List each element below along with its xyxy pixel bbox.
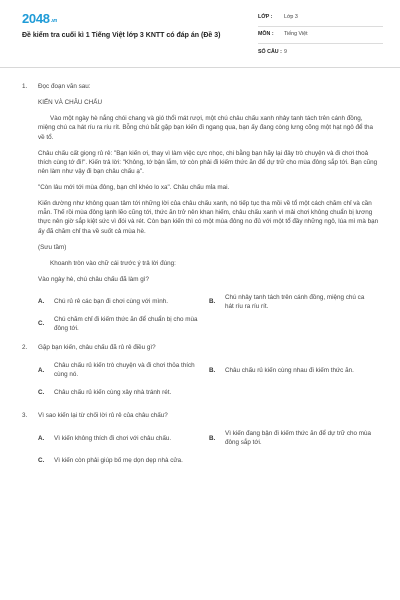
story-paragraph: Vào một ngày hè nắng chói chang và gió thổi mát rượi, một chú châu chấu xanh nhảy tanh tách trên cánh đồng, miệng chú ca hát ríu ra ríu rít. Bỗng chú bắt gặp bạn kiến đi ngang qua, bạn ấy đang còng lưng cõng một hạt ngô để tha về tổ. <box>38 115 374 141</box>
meta-row-subject <box>258 27 383 44</box>
meta-label: MÔN : <box>258 31 274 38</box>
story-paragraph: Kiến dường như không quan tâm tới những lời của châu chấu xanh, nó tiếp tục tha mồi về tổ một cách chăm chỉ và cần mẫn. Thế rồi mùa đông lạnh lẽo cũng tới, thức ăn trở nên khan hiếm, châu chấu xanh vì mải chơi không chuẩn bị lương thực nên giờ sắp kiệt sức vì đói và rét. Còn bạn kiến thì có một mùa đông no đủ với một tổ đầy những ngô, lúa mì mà bạn ấy đã chăm chỉ tha về suốt cả mùa hè. <box>38 200 379 235</box>
meta-value: Tiếng Việt <box>284 31 308 38</box>
answer-options <box>38 291 380 335</box>
option-letter: B. <box>209 298 216 306</box>
option-a[interactable] <box>38 427 209 449</box>
meta-label: LỚP : <box>258 14 273 21</box>
meta-row-class <box>258 10 383 27</box>
story-paragraph: "Còn lâu mới tới mùa đông, bạn chỉ khéo lo xa". Châu chấu mỉa mai. <box>38 184 230 191</box>
question-prompt: Vào ngày hè, chú châu chấu đã làm gì? <box>38 275 149 283</box>
option-text: Chú chăm chỉ đi kiếm thức ăn để chuẩn bị cho mùa đông tới. <box>54 315 198 332</box>
option-text: Vì kiến còn phải giúp bố mẹ dọn dẹp nhà cửa. <box>54 456 183 464</box>
question-number: 2. <box>22 344 28 351</box>
answer-options <box>38 427 380 471</box>
option-letter: C. <box>38 388 45 396</box>
site-logo[interactable] <box>22 10 57 29</box>
question-number: 1. <box>22 83 28 90</box>
option-c[interactable] <box>38 313 209 335</box>
logo-suffix: .vn <box>50 18 58 24</box>
answer-instruction: Khoanh tròn vào chữ cái trước ý trả lời đúng: <box>50 259 176 267</box>
question-number: 3. <box>22 412 28 420</box>
option-letter: C. <box>38 320 45 328</box>
answer-options <box>38 359 380 403</box>
option-letter: A. <box>38 434 45 442</box>
meta-row-count <box>258 44 383 61</box>
option-text: Châu chấu rủ kiến cùng nhau đi kiếm thức ăn. <box>225 366 354 374</box>
option-letter: A. <box>38 366 45 374</box>
question-body <box>38 82 380 337</box>
option-b[interactable] <box>209 359 380 381</box>
option-text: Chú rủ rê các bạn đi chơi cùng với mình. <box>54 298 168 306</box>
question-2 <box>22 343 380 405</box>
option-a[interactable] <box>38 359 209 381</box>
option-text: Châu chấu rủ kiến cùng xây nhà tránh rét. <box>54 388 172 396</box>
option-letter: B. <box>209 366 216 374</box>
document-title: Đề kiểm tra cuối kì 1 Tiếng Việt lớp 3 KNTT có đáp án (Đề 3) <box>22 32 221 39</box>
option-text: Châu chấu rủ kiến trò chuyện và đi chơi thỏa thích cùng nó. <box>54 362 195 379</box>
option-text: Vì kiến không thích đi chơi với châu chấu. <box>54 434 172 442</box>
story-title: KIẾN VÀ CHÂU CHẤU <box>38 99 103 107</box>
meta-label: SỐ CÂU : <box>258 48 282 55</box>
document-content <box>0 68 400 473</box>
option-c[interactable] <box>38 381 209 403</box>
option-letter: C. <box>38 456 45 464</box>
question-prompt: Gặp bạn kiến, châu chấu đã rủ rê điều gì? <box>38 344 156 351</box>
option-letter: B. <box>209 434 216 442</box>
meta-value: Lớp 3 <box>284 14 298 21</box>
question-1 <box>22 82 380 337</box>
logo-text: 2048 <box>22 11 50 26</box>
meta-table <box>258 10 383 61</box>
option-letter: A. <box>38 298 45 306</box>
question-3 <box>22 411 380 473</box>
page-header <box>0 0 400 68</box>
option-b[interactable] <box>209 291 380 313</box>
question-body <box>38 411 380 473</box>
instruction-text: Đọc đoạn văn sau: <box>38 83 91 90</box>
meta-value: 9 <box>284 48 287 55</box>
option-text: Vì kiến đang bận đi kiếm thức ăn để dự trữ cho mùa đông sắp tới. <box>225 430 372 447</box>
story-source: (Sưu tầm) <box>38 243 67 251</box>
option-a[interactable] <box>38 291 209 313</box>
question-body <box>38 343 380 405</box>
option-b[interactable] <box>209 427 380 449</box>
option-text: Chú nhảy tanh tách trên cánh đồng, miệng chú ca hát ríu ra ríu rít. <box>225 293 365 310</box>
question-prompt: Vì sao kiến lại từ chối lời rủ rê của châu chấu? <box>38 412 168 420</box>
story-paragraph: Châu chấu cất giọng rủ rê: "Bạn kiến ơi, thay vì làm việc cực nhọc, chi bằng bạn hãy lại đây trò chuyện và đi chơi thoả thích cùng tớ đi!". Kiến trả lời: "Không, tớ bận lắm, tớ còn phải đi kiếm thức ăn để dự trữ cho mùa đông sắp tới. Bạn cũng nên làm như vậy đi bạn châu chấu ạ". <box>38 149 378 175</box>
option-c[interactable] <box>38 449 209 471</box>
